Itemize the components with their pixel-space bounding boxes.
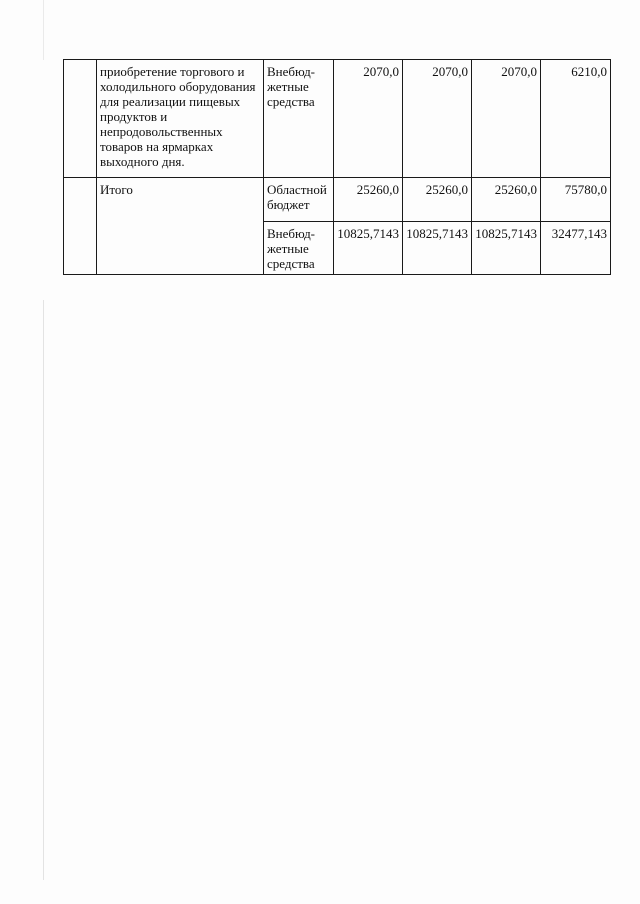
- scan-artifact-line: [43, 300, 44, 880]
- year2-value: 25260,0: [425, 182, 468, 197]
- description-cell: приобретение торгового и холодильного оборудования для реализации пищевых продуктов и непродовольственных товаров на ярмарках выходного дня.: [97, 60, 264, 178]
- year3-value-cell: [472, 222, 541, 275]
- year3-value-cell: [472, 178, 541, 222]
- year1-value: 2070,0: [363, 64, 399, 79]
- year1-value: 25260,0: [356, 182, 399, 197]
- year1-value-cell: [334, 178, 403, 222]
- year1-value-cell: [334, 222, 403, 275]
- year2-value: 2070,0: [432, 64, 468, 79]
- year2-value-cell: [403, 222, 472, 275]
- table-row: [64, 178, 611, 222]
- year3-value: 25260,0: [494, 182, 537, 197]
- total-value-cell: [541, 60, 611, 178]
- row-number-cell: [64, 178, 97, 275]
- total-value: 32477,143: [551, 226, 607, 241]
- total-value-cell: [541, 222, 611, 275]
- funding-source-cell: Областной бюджет: [264, 178, 334, 222]
- funding-source-cell: Внебюд-жетные средства: [264, 222, 334, 275]
- total-value-cell: [541, 178, 611, 222]
- year2-value: 10825,7143: [406, 226, 468, 241]
- total-value: 6210,0: [571, 64, 607, 79]
- year2-value-cell: [403, 60, 472, 178]
- total-label-cell: Итого: [97, 178, 264, 275]
- row-number-cell: [64, 60, 97, 178]
- scan-artifact-line: [43, 0, 44, 60]
- year3-value-cell: [472, 60, 541, 178]
- year2-value-cell: [403, 178, 472, 222]
- funding-source-cell: Внебюд-жетные средства: [264, 60, 334, 178]
- budget-table: [63, 59, 611, 275]
- year3-value: 10825,7143: [475, 226, 537, 241]
- table-row: [64, 60, 611, 178]
- year3-value: 2070,0: [501, 64, 537, 79]
- total-value: 75780,0: [564, 182, 607, 197]
- year1-value: 10825,7143: [337, 226, 399, 241]
- year1-value-cell: [334, 60, 403, 178]
